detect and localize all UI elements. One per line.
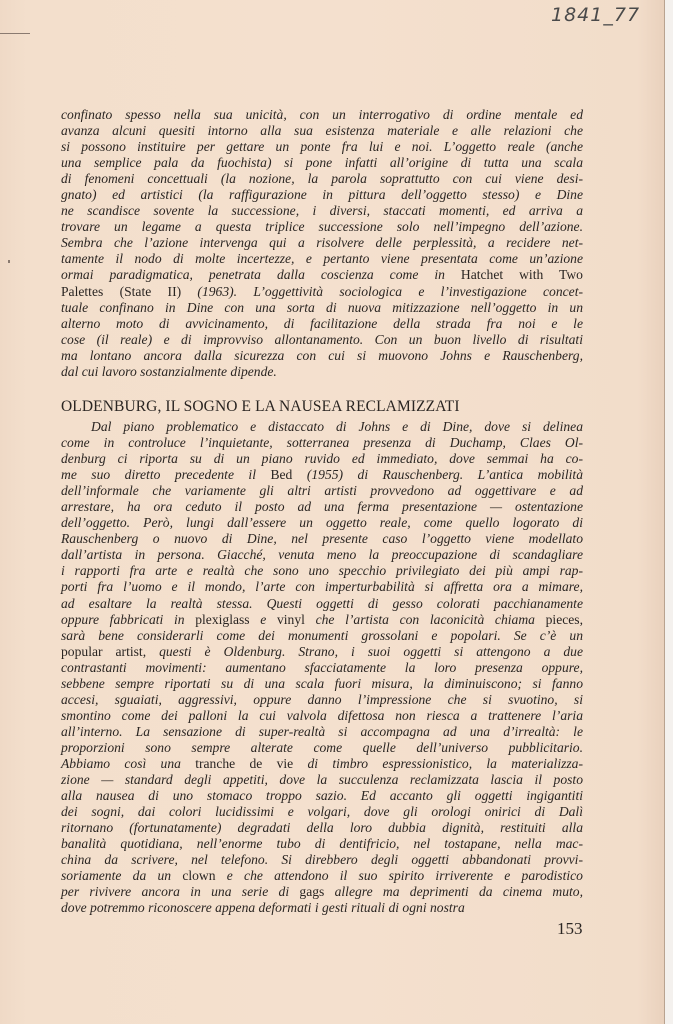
text-line: [61, 348, 583, 364]
italic-text: Sembra che l’azione intervenga qui a risolvere delle perplessità, a recidere net-: [61, 235, 583, 251]
paragraph-oldenburg: [61, 419, 583, 916]
page-number: 153: [557, 919, 583, 938]
text-line: [61, 868, 583, 884]
roman-title: Bed: [270, 467, 293, 483]
binding-mark: [8, 260, 10, 263]
text-line: [61, 820, 583, 836]
italic-text: (1955) di Rauschenberg. L’antica mobilità: [292, 467, 583, 483]
italic-text: e che attendono il suo spirito irriverente e parodistico: [215, 868, 583, 884]
italic-text: trovare un legame a questa triplice successione solo nell’impegno dell’azione.: [61, 219, 583, 235]
text-line: [61, 676, 583, 692]
text-line: [61, 435, 583, 451]
text-line: [61, 171, 583, 187]
italic-text: si possono instituire per gettare un ponte fra lui e noi. L’oggetto reale (anche: [61, 139, 583, 155]
italic-text: arrestare, ha ora ceduto il posto ad una ferma presentazione — ostentazione: [61, 499, 583, 515]
text-line: [61, 740, 583, 756]
italic-text: dell’oggetto. Però, lungi dall’essere un oggetto reale, come quello logorato di: [61, 515, 583, 531]
text-line: [61, 332, 583, 348]
italic-text: Rauschenberg o nuovo di Dine, nel presente caso l’oggetto viene modellato: [61, 531, 583, 547]
italic-text: dall’artista in persona. Giacché, venuta meno la preoccupazione di scandagliare: [61, 547, 583, 563]
text-line: [61, 187, 583, 203]
text-line: [61, 515, 583, 531]
text-line: [61, 107, 583, 123]
text-line: [61, 596, 583, 612]
italic-text: ad esaltare la realtà stessa. Questi oggetti di gesso colorati pacchianamente: [61, 595, 583, 611]
italic-text: soriamente da un: [61, 868, 183, 884]
italic-text: per rivivere ancora in una serie di: [61, 884, 300, 900]
italic-text: sarà bene considerarli come dei monumenti grossolani e popolari. Se c’è un: [61, 627, 583, 643]
text-line: [61, 139, 583, 155]
text-line: [61, 451, 583, 467]
text-line: [61, 316, 583, 332]
text-line: [61, 547, 583, 563]
roman-title: pieces,: [545, 611, 583, 627]
italic-text: china da scrivere, nel telefono. Si direbbero degli oggetti abbandonati provvi-: [61, 852, 583, 868]
italic-text: di fenomeni concettuali (la nozione, la parola soprattutto con cui viene desi-: [61, 171, 583, 187]
text-line: [61, 531, 583, 547]
italic-text: banalità quotidiana, nell’enorme tubo di dentifricio, nel tostapane, nella mac-: [61, 836, 583, 852]
italic-text: me suo diretto precedente il: [61, 467, 271, 483]
roman-title: gags: [299, 884, 325, 900]
roman-title: vinyl: [276, 611, 305, 627]
text-line: [61, 563, 583, 579]
text-line: [61, 836, 583, 852]
text-line: [61, 419, 583, 435]
text-line: [61, 123, 583, 139]
italic-text: tamente il nodo di molte incertezze, e pertanto viene presentata come un’azione: [61, 251, 583, 267]
italic-text: ormai paradigmatica, penetrata dalla coscienza come in: [61, 267, 461, 283]
italic-text: accesi, sguaiati, aggressivi, oppure danno l’impressione che si svuotino, si: [61, 691, 583, 707]
text-line: [61, 251, 583, 267]
text-line: [61, 756, 583, 772]
text-line: [61, 644, 583, 660]
roman-title: plexiglass: [195, 611, 250, 627]
italic-text: gnato) ed artistici (la raffigurazione in pittura dell’oggetto stesso) e Dine: [61, 187, 583, 203]
section-heading: OLDENBURG, IL SOGNO E LA NAUSEA RECLAMIZZATI: [61, 398, 460, 415]
italic-text: zione — standard degli appetiti, dove la succulenza reclamizzata lascia il posto: [61, 772, 583, 788]
italic-text: oppure fabbricati in: [61, 611, 196, 627]
italic-text: allegre ma deprimenti da cinema muto,: [324, 884, 583, 900]
italic-text: Dal piano problematico e distaccato di Johns e di Dine, dove si delinea: [91, 419, 583, 434]
italic-text: dove potremmo riconoscere appena deformati i gesti rituali di ogni nostra: [61, 900, 465, 916]
italic-text: una semplice pala da fuochista) si pone infatti all’origine di tutta una scala: [61, 155, 583, 171]
italic-text: questi è Oldenburg. Strano, i suoi oggetti si attengono a due: [146, 643, 583, 659]
italic-text: come in controluce l’inquietante, sotterranea presenza di Duchamp, Claes Ol-: [61, 435, 583, 451]
archive-handwritten-number: 1841_77: [551, 4, 641, 26]
text-line: [61, 852, 583, 868]
italic-text: confinato spesso nella sua unicità, con un interrogativo di ordine mentale ed: [61, 107, 583, 122]
text-line: [61, 203, 583, 219]
italic-text: che l’artista con laconicità chiama: [304, 611, 546, 627]
italic-text: e: [249, 611, 277, 627]
binding-mark: [0, 33, 30, 34]
italic-text: dell’informale che variamente gli altri artisti provvedono ad oggettivare e ad: [61, 483, 583, 499]
italic-text: smontino come dei palloni la cui valvola difettosa non riesca a trattenere l’aria: [61, 707, 583, 723]
italic-text: Abbiamo così una: [61, 755, 196, 771]
italic-text: ma lontano ancora dalla sicurezza con cui si muovono Johns e Rauschenberg,: [61, 347, 583, 363]
roman-title: popular artist,: [61, 643, 147, 659]
text-line: [61, 155, 583, 171]
italic-text: proporzioni sono sempre alterate come quelle dell’universo pubblicitario.: [61, 739, 583, 755]
text-line: [61, 300, 583, 316]
italic-text: sebbene sempre riportati su di una scala fuori misura, la diminuiscono; si fanno: [61, 675, 583, 691]
italic-text: ne scandisce sovente la successione, i diversi, staccati momenti, ed arriva a: [61, 203, 583, 219]
text-line: [61, 628, 583, 644]
text-line: [61, 708, 583, 724]
text-line: [61, 804, 583, 820]
text-line: [61, 724, 583, 740]
italic-text: all’interno. La sensazione di super-realtà si accompagna ad una d’irrealtà: le: [61, 723, 583, 739]
text-line: [61, 235, 583, 251]
italic-text: avanza alcuni quesiti intorno alla sua esistenza materiale e alle relazioni che: [61, 123, 583, 139]
italic-text: i rapporti fra arte e realtà che sono uno specchio privilegiato dei più ampi rap-: [61, 563, 583, 579]
italic-text: di timbro espressionistico, la materializza-: [293, 755, 583, 771]
paragraph-dine: [61, 107, 583, 380]
italic-text: alla nausea di uno stomaco troppo sazio. Ed accanto gli oggetti ingigantiti: [61, 788, 583, 804]
italic-text: dei sogni, dai colori lucidissimi e volgari, dove gli orologi onirici di Dalì: [61, 804, 583, 820]
text-line: [61, 884, 583, 900]
italic-text: cose (il reale) e di improvviso allontanamento. Con un buon livello di risultati: [61, 331, 583, 347]
text-line: [61, 772, 583, 788]
italic-text: (1963). L’oggettività sociologica e l’investigazione concet-: [181, 283, 583, 299]
italic-text: tuale confinano in Dine con una sorta di nuova mitizzazione nell’oggetto in un: [61, 299, 583, 315]
italic-text: porti fra l’uomo e il mondo, l’arte con imperturbabilità si affretta ora a mimare,: [61, 579, 583, 595]
roman-title: Hatchet with Two: [460, 267, 583, 283]
text-line: [61, 364, 583, 380]
italic-text: denburg ci riporta su di un piano ruvido ed immediato, dove semmai ha co-: [61, 451, 583, 467]
italic-text: contrastanti movimenti: aumentano sfacciatamente la loro presenza oppure,: [61, 659, 583, 675]
text-line: [61, 499, 583, 515]
italic-text: dal cui lavoro sostanzialmente dipende.: [61, 363, 277, 379]
italic-text: alterno moto di avvicinamento, di facilitazione della strada fra noi e le: [61, 315, 583, 331]
text-line: [61, 788, 583, 804]
text-line: [61, 267, 583, 283]
text-line: [61, 612, 583, 628]
text-line: [61, 692, 583, 708]
text-line: [61, 467, 583, 483]
italic-text: ritornano (fortunatamente) degradati della loro dubbia dignità, restituiti alla: [61, 820, 583, 836]
roman-title: tranche de vie: [195, 755, 294, 771]
text-line: [61, 483, 583, 499]
text-line: [61, 579, 583, 595]
roman-title: Palettes (State II): [61, 283, 182, 299]
text-line: [61, 219, 583, 235]
text-line: [61, 660, 583, 676]
roman-title: clown: [182, 868, 216, 884]
text-line: [61, 900, 583, 916]
text-line: [61, 284, 583, 300]
